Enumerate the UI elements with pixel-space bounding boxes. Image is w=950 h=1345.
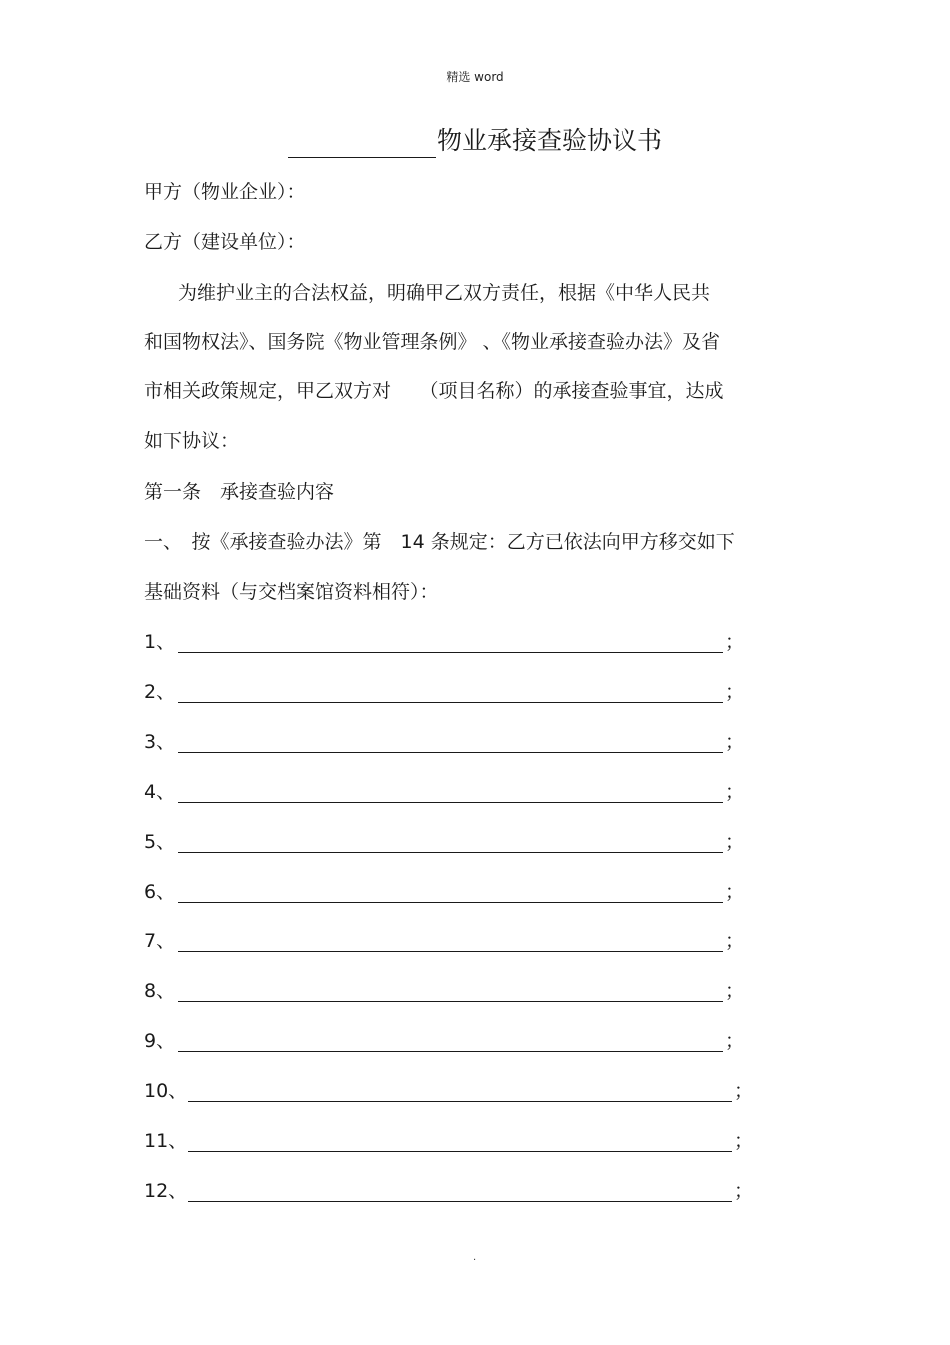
list-item-number: 10、 [144,1080,188,1102]
fill-in-blank-line[interactable] [178,1001,723,1002]
list-item-semicolon: ； [734,1180,754,1202]
party-b-label: 乙方（建设单位）： [144,231,306,253]
list-item-semicolon: ； [725,681,745,703]
list-item-number: 1、 [144,631,176,653]
list-item-number: 11、 [144,1130,188,1152]
list-item-semicolon: ； [734,1130,754,1152]
fill-in-blank-line[interactable] [178,902,723,903]
list-item-number: 5、 [144,831,176,853]
list-item-number: 12、 [144,1180,188,1202]
list-item-semicolon: ； [725,980,745,1002]
title-blank-line [288,129,436,158]
list-item-semicolon: ； [725,930,745,952]
fill-in-blank-line[interactable] [178,802,723,803]
preamble-line-1: 为维护业主的合法权益，明确甲乙双方责任，根据《中华人民共 [178,282,711,304]
page-header: 精选 word [446,70,504,84]
fill-in-blank-line[interactable] [178,1051,723,1052]
fill-in-blank-line[interactable] [188,1201,732,1202]
list-item-number: 4、 [144,781,176,803]
list-item-number: 3、 [144,731,176,753]
fill-in-blank-line[interactable] [178,702,723,703]
list-item-semicolon: ； [725,731,745,753]
title-text: 物业承接查验协议书 [436,126,662,155]
clause-1-line-1: 一、 按《承接查验办法》第 14 条规定：乙方已依法向甲方移交如下 [144,531,735,553]
party-a-label: 甲方（物业企业）： [144,181,306,203]
list-item-number: 6、 [144,881,176,903]
list-item-number: 9、 [144,1030,176,1052]
preamble-line-3: 市相关政策规定，甲乙双方对 （项目名称）的承接查验事宜，达成 [144,380,724,402]
list-item-semicolon: ； [725,881,745,903]
list-item-semicolon: ； [725,1030,745,1052]
list-item-semicolon: ； [734,1080,754,1102]
fill-in-blank-line[interactable] [188,1151,732,1152]
article-1-heading: 第一条 承接查验内容 [144,481,335,503]
list-item-semicolon: ； [725,631,745,653]
document-title [0,124,950,158]
fill-in-blank-line[interactable] [178,652,723,653]
list-item-number: 8、 [144,980,176,1002]
preamble-line-2: 和国物权法》、国务院《物业管理条例》 、《物业承接查验办法》及省 [144,331,721,353]
list-item-semicolon: ； [725,781,745,803]
clause-1-line-2: 基础资料（与交档案馆资料相符）： [144,581,439,603]
fill-in-blank-line[interactable] [188,1101,732,1102]
fill-in-blank-line[interactable] [178,852,723,853]
list-item-number: 2、 [144,681,176,703]
fill-in-blank-line[interactable] [178,951,723,952]
preamble-line-4: 如下协议： [144,430,240,452]
fill-in-blank-line[interactable] [178,752,723,753]
list-item-semicolon: ； [725,831,745,853]
list-item-number: 7、 [144,930,176,952]
page-footer-dot: . [473,1252,477,1263]
